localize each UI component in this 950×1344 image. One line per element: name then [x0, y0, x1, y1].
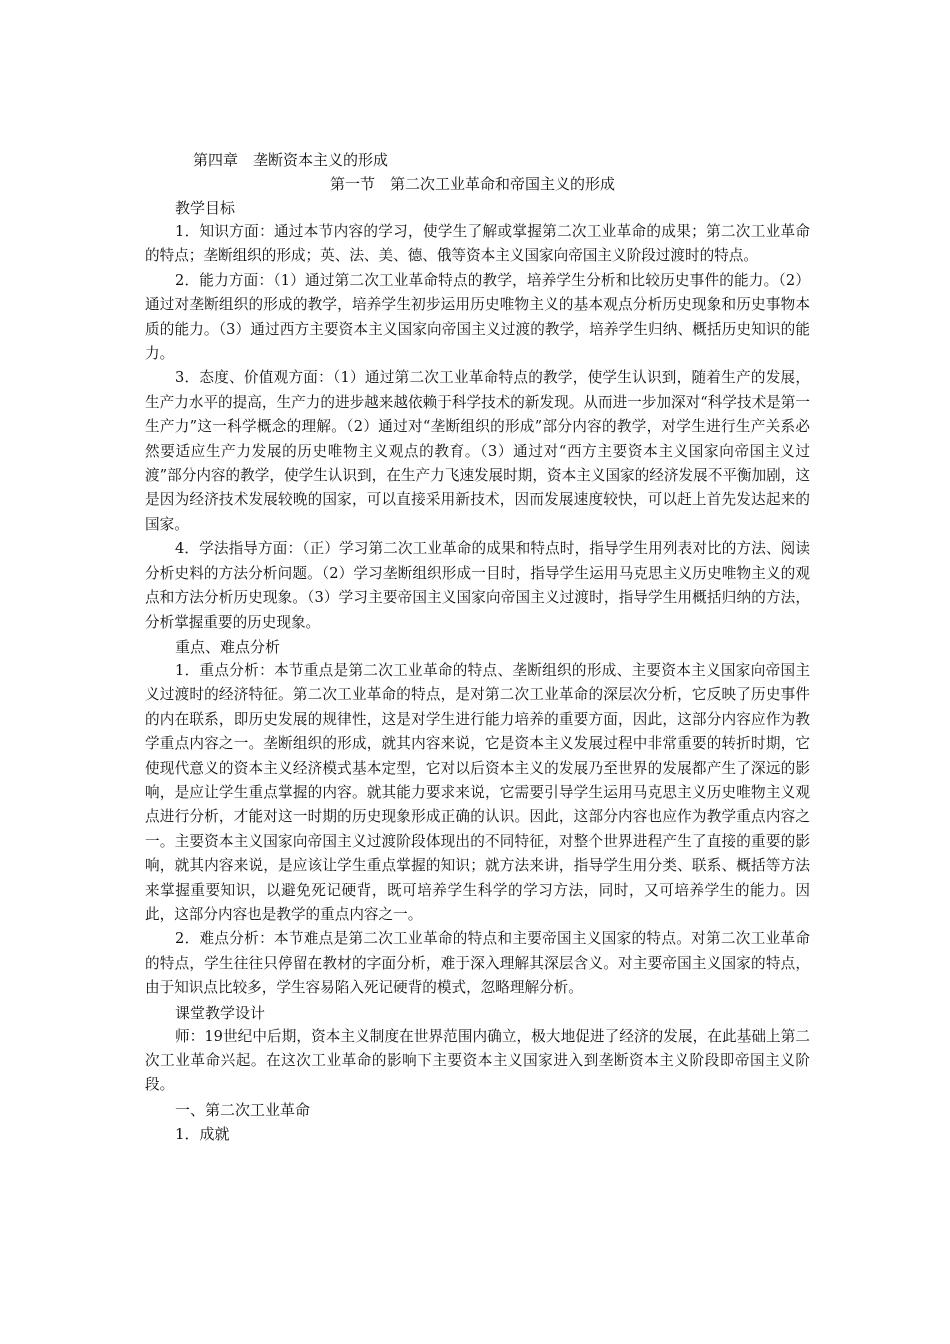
section-title: 第一节 第二次工业革命和帝国主义的形成 [330, 175, 616, 193]
teacher-intro-paragraph: 师：19世纪中后期，资本主义制度在世界范围内确立，极大地促进了经济的发展，在此基础上第二次工业革命兴起。在这次工业革命的影响下主要资本主义国家进入到垄断资本主义阶段即帝国主义阶段。 [145, 1027, 810, 1094]
document-page [145, 148, 810, 1146]
second-industrial-revolution-heading: 一、第二次工业革命 [175, 1100, 311, 1119]
goal-knowledge-paragraph: 1．知识方面：通过本节内容的学习，使学生了解或掌握第二次工业革命的成果；第二次工业革命的特点；垄断组织的形成；英、法、美、德、俄等资本主义国家向帝国主义阶段过渡时的特点。 [145, 223, 810, 265]
teaching-goals-heading: 教学目标 [175, 199, 236, 217]
chapter-title: 第四章 垄断资本主义的形成 [193, 151, 389, 169]
achievements-heading: 1．成就 [175, 1124, 230, 1143]
key-point-paragraph: 1．重点分析：本节重点是第二次工业革命的特点、垄断组织的形成、主要资本主义国家向帝国主义过渡时的经济特征。第二次工业革命的特点，是对第二次工业革命的深层次分析，它反映了历史事件的内在联系，即历史发展的规律性，这是对学生进行能力培养的重要方面，因此，这部分内容应作为教学重点内容之一。垄断组织的形成，就其内容来说，它是资本主义发展过程中非常重要的转折时期，它使现代意义的资本主义经济模式基本定型，它对以后资本主义的发展乃至世界的发展都产生了深远的影响，是应让学生重点掌握的内容。就其能力要求来说，它需要引导学生运用马克思主义历史唯物主义观点进行分析，才能对这一时期的历史现象形成正确的认识。因此，这部分内容也应作为教学重点内容之一。主要资本主义国家向帝国主义过渡阶段体现出的不同特征，对整个世界进程产生了直接的重要的影响，就其内容来说，是应该让学生重点掌握的知识；就方法来讲，指导学生用分类、联系、概括等方法来掌握重要知识，以避免死记硬背，既可培养学生科学的学习方法，同时，又可培养学生的能力。因此，这部分内容也是教学的重点内容之一。 [145, 661, 810, 923]
difficulty-paragraph: 2．难点分析：本节难点是第二次工业革命的特点和主要帝国主义国家的特点。对第二次工业革命的特点，学生往往只停留在教材的字面分析，难于深入理解其深层含义。对主要帝国主义国家的特点，由于知识点比较多，学生容易陷入死记硬背的模式，忽略理解分析。 [145, 930, 810, 997]
goal-ability-paragraph: 2．能力方面：（1）通过第二次工业革命特点的教学，培养学生分析和比较历史事件的能力。（2）通过对垄断组织的形成的教学，培养学生初步运用历史唯物主义的基本观点分析历史现象和历史事物本质的能力。（3）通过西方主要资本主义国家向帝国主义过渡的教学，培养学生归纳、概括历史知识的能力。 [145, 271, 810, 363]
classroom-design-heading: 课堂教学设计 [175, 1003, 266, 1022]
key-points-heading: 重点、难点分析 [175, 637, 281, 656]
goal-attitude-paragraph: 3．态度、价值观方面：（1）通过第二次工业革命特点的教学，使学生认识到，随着生产的发展，生产力水平的提高，生产力的进步越来越依赖于科学技术的新发现。从而进一步加深对“科学技术是第一生产力”这一科学概念的理解。（2）通过对“垄断组织的形成”部分内容的教学，对学生进行生产关系必然要适应生产力发展的历史唯物主义观点的教育。（3）通过对“西方主要资本主义国家向帝国主义过渡”部分内容的教学，使学生认识到，在生产力飞速发展时期，资本主义国家的经济发展不平衡加剧，这是因为经济技术发展较晚的国家，可以直接采用新技术，因而发展速度较快，可以赶上首先发达起来的国家。 [145, 369, 810, 533]
goal-method-paragraph: 4．学法指导方面：（正）学习第二次工业革命的成果和特点时，指导学生用列表对比的方法、阅读分析史料的方法分析问题。（2）学习垄断组织形成一目时，指导学生运用马克思主义历史唯物主义的观点和方法分析历史现象。（3）学习主要帝国主义国家向帝国主义过渡时，指导学生用概括归纳的方法，分析掌握重要的历史现象。 [145, 540, 810, 631]
